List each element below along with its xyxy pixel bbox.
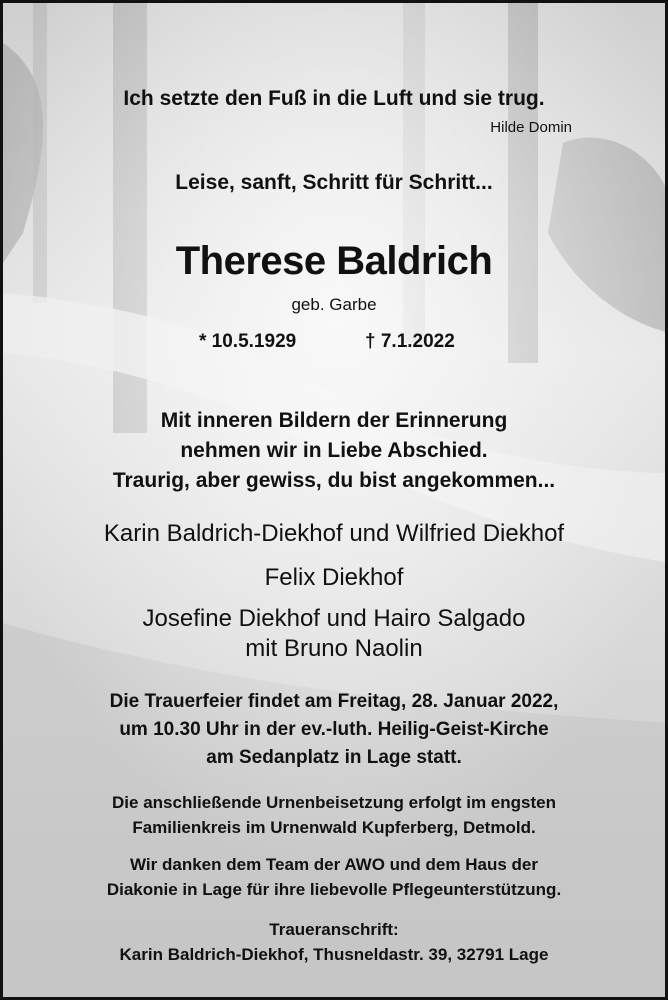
service-line-2: um 10.30 Uhr in der ev.-luth. Heilig-Geist-Kirche (119, 719, 549, 740)
mourner-line-3: Josefine Diekhof und Hairo Salgado (142, 605, 526, 632)
quote-text: Ich setzte den Fuß in die Luft und sie trug. (123, 87, 545, 110)
burial-line-1: Die anschließende Urnenbeisetzung erfolgt im engsten (112, 793, 556, 812)
quote-author: Hilde Domin (490, 119, 572, 136)
mourner-line-4: mit Bruno Naolin (245, 635, 423, 662)
farewell-line-1: Mit inneren Bildern der Erinnerung (160, 409, 508, 432)
thanks-line-2: Diakonie in Lage für ihre liebevolle Pflegeunterstützung. (106, 880, 562, 899)
birth-name: geb. Garbe (291, 295, 377, 314)
burial-line-2: Familienkreis im Urnenwald Kupferberg, Detmold. (132, 818, 536, 837)
thanks-line-1: Wir danken dem Team der AWO und dem Haus der (130, 855, 538, 874)
deceased-name: Therese Baldrich (175, 239, 493, 283)
intro-line: Leise, sanft, Schritt für Schritt... (175, 171, 493, 194)
service-line-1: Die Trauerfeier findet am Freitag, 28. Januar 2022, (109, 691, 559, 712)
service-line-3: am Sedanplatz in Lage statt. (206, 747, 462, 768)
farewell-line-3: Traurig, aber gewiss, du bist angekommen... (112, 469, 556, 492)
mourner-line-2: Felix Diekhof (264, 564, 404, 591)
mourner-line-1: Karin Baldrich-Diekhof und Wilfried Diekhof (103, 520, 565, 547)
address-text: Karin Baldrich-Diekhof, Thusneldastr. 39, 32791 Lage (119, 945, 549, 964)
farewell-line-2: nehmen wir in Liebe Abschied. (180, 439, 488, 462)
birth-date: * 10.5.1929 (199, 331, 297, 352)
death-date: † 7.1.2022 (365, 331, 455, 352)
address-label: Traueranschrift: (269, 920, 399, 939)
